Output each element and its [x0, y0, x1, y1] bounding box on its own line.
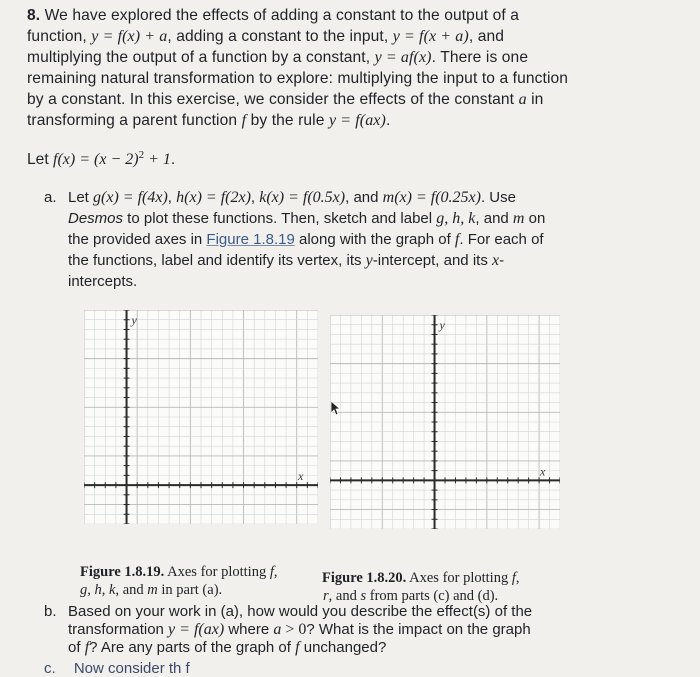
- mouse-pointer-icon: [330, 400, 342, 421]
- part-a-text: f: [454, 231, 460, 248]
- part-a-text: [68, 187, 668, 292]
- problem-text: transforming a parent function: [27, 112, 242, 129]
- part-b-line: [68, 603, 668, 621]
- part-b-text: f: [295, 639, 300, 656]
- caption-right-f: f: [511, 570, 516, 586]
- problem-text: . There is one: [431, 49, 529, 66]
- part-a-text: -intercept, and its: [372, 252, 492, 269]
- let-text: Let: [27, 151, 54, 169]
- problem-text: f: [241, 112, 247, 129]
- problem-text: in: [526, 91, 544, 108]
- problem-text: multiplying the output of a function by a constant,: [27, 49, 375, 66]
- problem-line: [27, 47, 687, 68]
- part-a-text: y: [365, 252, 373, 269]
- y-axis-label: y: [439, 318, 445, 332]
- caption-left-f: f: [269, 564, 274, 580]
- part-b-marker: b.: [44, 603, 57, 620]
- problem-line: [27, 68, 687, 89]
- part-a-text: -: [499, 252, 505, 269]
- caption-left-end: in part (a).: [157, 582, 223, 598]
- y-axis-label: y: [131, 313, 137, 327]
- part-b-text: a: [273, 621, 282, 638]
- part-c-text: Now consider th f: [73, 660, 190, 677]
- part-a-text: g(x) = f(4x): [93, 189, 168, 206]
- caption-right-comma: ,: [515, 570, 520, 586]
- part-a-text: m(x) = f(0.25x): [382, 189, 481, 206]
- caption-right-s: s: [360, 588, 367, 604]
- problem-text: .: [385, 112, 391, 129]
- problem-text: remaining natural transformation to explore: multiplying the input to a function: [27, 70, 569, 87]
- part-b-text: ? Are any parts of the graph of: [89, 639, 296, 656]
- part-a-text: ,: [167, 189, 177, 206]
- caption-left-comma: ,: [273, 564, 278, 580]
- problem-number: 8.: [27, 7, 45, 24]
- problem-text: by the rule: [246, 112, 329, 129]
- figure-1-8-19-axes: [84, 310, 318, 524]
- figure-1-8-19-caption: [80, 563, 278, 599]
- part-b-text: of: [68, 639, 85, 656]
- part-a-line: [68, 187, 668, 208]
- let-text: f(x) = (x − 2): [53, 151, 139, 169]
- problem-line: [27, 5, 687, 26]
- part-a-marker: a.: [44, 189, 57, 206]
- part-a-text: Desmos: [68, 210, 124, 227]
- caption-right-r: r: [323, 588, 329, 604]
- part-b-text: y = f(ax): [168, 621, 225, 638]
- part-b-text: where: [224, 621, 274, 638]
- let-text: + 1: [144, 151, 171, 169]
- problem-text: y = f(x) + a: [91, 28, 168, 45]
- caption-right-label: Figure 1.8.20.: [322, 570, 407, 586]
- part-b-text: transformation: [68, 621, 169, 638]
- figure-link[interactable]: Figure 1.8.19: [206, 231, 295, 248]
- problem-text: y = f(ax): [328, 112, 386, 129]
- problem-8-statement: [27, 5, 687, 131]
- caption-right-end: from parts (c) and (d).: [366, 588, 499, 604]
- part-b-text: ? What is the impact on the graph: [306, 621, 531, 638]
- part-a-text: , and: [345, 189, 383, 206]
- part-a-text: the functions, label and identify its vertex, its: [68, 252, 366, 269]
- problem-text: , and: [468, 28, 505, 45]
- part-a-text: Let: [68, 189, 94, 206]
- part-b-text: unchanged?: [299, 639, 387, 656]
- caption-left-m: m: [147, 582, 158, 598]
- let-text: 2: [138, 149, 145, 161]
- problem-text: a: [518, 91, 527, 108]
- problem-text: y = af(x): [374, 49, 432, 66]
- part-a-text: ,: [250, 189, 260, 206]
- part-a-text: on: [524, 210, 546, 227]
- part-a-text: g, h, k: [436, 210, 476, 227]
- part-a-text: the provided axes in: [68, 231, 207, 248]
- part-a-text: m: [512, 210, 525, 227]
- part-a-text: . For each of: [459, 231, 544, 248]
- part-c-partial: [44, 660, 190, 677]
- part-b-text: f: [84, 639, 90, 656]
- let-text: .: [170, 151, 176, 169]
- caption-left-and: , and: [115, 582, 148, 598]
- part-a-text: intercepts.: [68, 273, 138, 290]
- part-a-line: [68, 208, 668, 229]
- caption-right-and: , and: [328, 588, 361, 604]
- part-a-text: , and: [475, 210, 513, 227]
- part-a-text: h(x) = f(2x): [176, 189, 251, 206]
- part-a-line: [68, 229, 668, 250]
- part-b-text: Based on your work in (a), how would you describe the effect(s) of the: [68, 603, 533, 620]
- part-a-text: . Use: [480, 189, 516, 206]
- part-a-text: to plot these functions. Then, sketch and label: [123, 210, 437, 227]
- caption-left-label: Figure 1.8.19.: [80, 564, 165, 580]
- problem-text: y = f(x + a): [392, 28, 469, 45]
- part-a-line: [68, 250, 668, 271]
- part-a-line: [68, 271, 668, 292]
- part-b-line: [68, 621, 668, 639]
- part-a-text: along with the graph of: [294, 231, 455, 248]
- part-b-line: [68, 639, 668, 657]
- part-b-text: [68, 603, 668, 657]
- problem-text: by a constant. In this exercise, we consider the effects of the constant: [27, 91, 519, 108]
- part-c-marker: c.: [44, 660, 56, 677]
- grid-lines: [84, 310, 318, 524]
- problem-line: [27, 26, 687, 47]
- part-a-text: x: [492, 252, 500, 269]
- problem-line: [27, 89, 687, 110]
- x-axis-label: x: [298, 469, 304, 484]
- part-b-text: > 0: [281, 621, 307, 638]
- figure-1-8-20-caption: [322, 569, 520, 605]
- x-axis-label: x: [540, 464, 546, 479]
- grid-lines: [330, 315, 560, 529]
- function-definition: [27, 149, 175, 169]
- caption-right-text: Axes for plotting: [406, 570, 512, 586]
- problem-text: function,: [27, 28, 92, 45]
- problem-text: , adding a constant to the input,: [167, 28, 393, 45]
- caption-left-functions: g, h, k: [80, 582, 116, 598]
- figure-1-8-20-axes: [330, 315, 560, 529]
- problem-line: [27, 110, 687, 131]
- part-a-text: k(x) = f(0.5x): [259, 189, 346, 206]
- problem-text: We have explored the effects of adding a constant to the output of a: [44, 7, 520, 24]
- caption-left-text: Axes for plotting: [164, 564, 270, 580]
